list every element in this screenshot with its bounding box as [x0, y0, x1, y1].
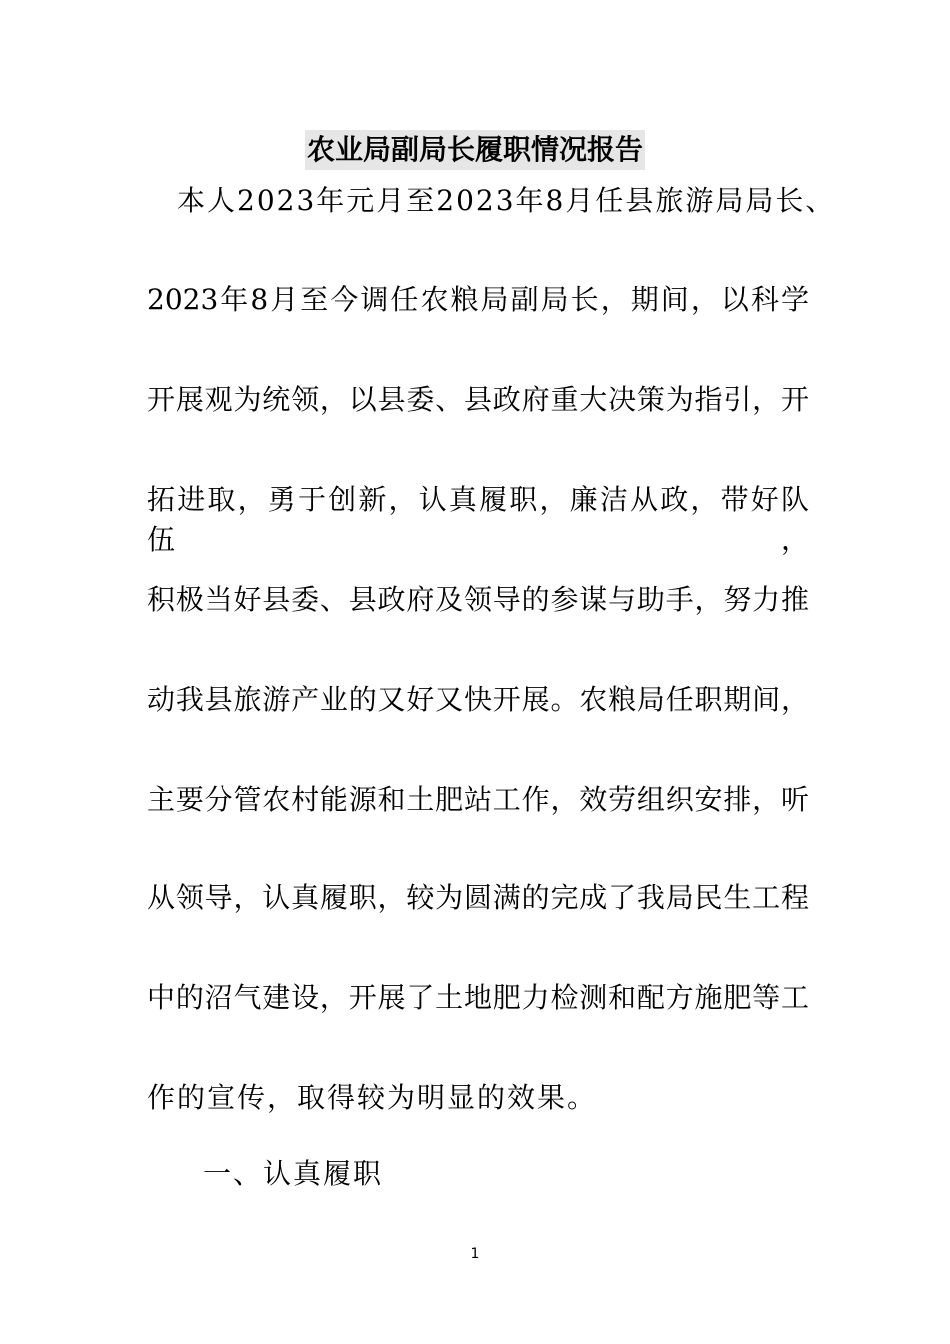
body-line-6: 动我县旅游产业的又好又快开展。农粮局任职期间，	[147, 683, 809, 716]
body-line-3: 开展观为统领，以县委、县政府重大决策为指引，开	[147, 383, 809, 416]
document-title: 农业局副局长履职情况报告	[305, 130, 645, 170]
body-line-9: 中的沼气建设，开展了土地肥力检测和配方施肥等工	[147, 981, 809, 1014]
body-line-7: 主要分管农村能源和土肥站工作，效劳组织安排，听	[147, 783, 809, 816]
body-line-4: 拓进取，勇于创新，认真履职，廉洁从政，带好队伍，	[147, 483, 809, 556]
body-line-5: 积极当好县委、县政府及领导的参谋与助手，努力推	[147, 583, 809, 616]
page-number: 1	[470, 1246, 480, 1262]
section-heading: 一、认真履职	[203, 1157, 384, 1190]
body-line-10: 作的宣传，取得较为明显的效果。	[147, 1081, 598, 1114]
title-container	[0, 130, 950, 170]
body-line-8: 从领导，认真履职，较为圆满的完成了我局民生工程	[147, 881, 809, 914]
body-line-1: 本人2023年元月至2023年8月任县旅游局局长、	[177, 184, 836, 217]
body-line-2: 2023年8月至今调任农粮局副局长，期间，以科学	[147, 283, 809, 316]
